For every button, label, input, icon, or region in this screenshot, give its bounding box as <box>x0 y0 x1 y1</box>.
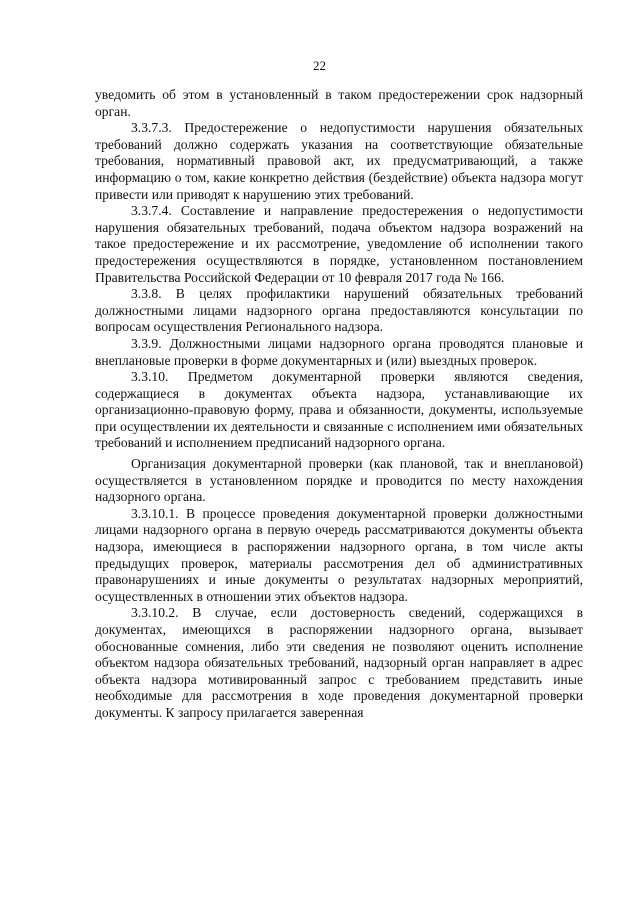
paragraph-organization: Организация документарной проверки (как плановой, так и внеплановой) осуществляется в установленном порядке и проводится по месту нахождения надзорного органа. <box>95 456 583 505</box>
paragraph-3-3-7-3: 3.3.7.3. Предостережение о недопустимости нарушения обязательных требований должно содержать указания на соответствующие обязательные требования, нормативный правовой акт, их предусматривающий, а также информацию о том, какие конкретно действия (бездействие) объекта надзора могут привести или приводят к нарушению этих требований. <box>95 120 583 202</box>
paragraph-3-3-8: 3.3.8. В целях профилактики нарушений обязательных требований должностными лицами надзорного органа предоставляются консультации по вопросам осуществления Регионального надзора. <box>95 286 583 335</box>
page-number: 22 <box>313 58 326 73</box>
document-body <box>95 87 583 722</box>
paragraph-3-3-10-2: 3.3.10.2. В случае, если достоверность сведений, содержащихся в документах, имеющихся в распоряжении надзорного органа, вызывает обоснованные сомнения, либо эти сведения не позволяют оценить исполнение объектом надзора обязательных требований, надзорный орган направляет в адрес объекта надзора мотивированный запрос с требованием представить иные необходимые для рассмотрения в ходе проведения документарной проверки документы. К запросу прилагается заверенная <box>95 605 583 720</box>
paragraph-3-3-10-1: 3.3.10.1. В процессе проведения документарной проверки должностными лицами надзорного органа в первую очередь рассматриваются документы объекта надзора, имеющиеся в распоряжении надзорного органа, в том числе акты предыдущих проверок, материалы рассмотрения дел об административных правонарушениях и иные документы о результатах надзорных мероприятий, осуществленных в отношении этих объектов надзора. <box>95 505 583 604</box>
paragraph-3-3-7-4: 3.3.7.4. Составление и направление предостережения о недопустимости нарушения обязательных требований, подача объектом надзора возражений на такое предостережение и их рассмотрение, уведомление об исполнении такого предостережения осуществляются в порядке, установленном постановлением Правительства Российской Федерации от 10 февраля 2017 года № 166. <box>95 203 583 285</box>
paragraph-3-3-10: 3.3.10. Предметом документарной проверки являются сведения, содержащиеся в документах объекта надзора, устанавливающие их организационно-правовую форму, права и обязанности, документы, используемые при осуществлении их деятельности и связанные с исполнением ими обязательных требований и исполнением предписаний надзорного органа. <box>95 369 583 451</box>
paragraph-3-3-9: 3.3.9. Должностными лицами надзорного органа проводятся плановые и внеплановые проверки в форме документарных и (или) выездных проверок. <box>95 335 583 368</box>
paragraph-continuation: уведомить об этом в установленный в таком предостережении срок надзорный орган. <box>95 87 583 119</box>
